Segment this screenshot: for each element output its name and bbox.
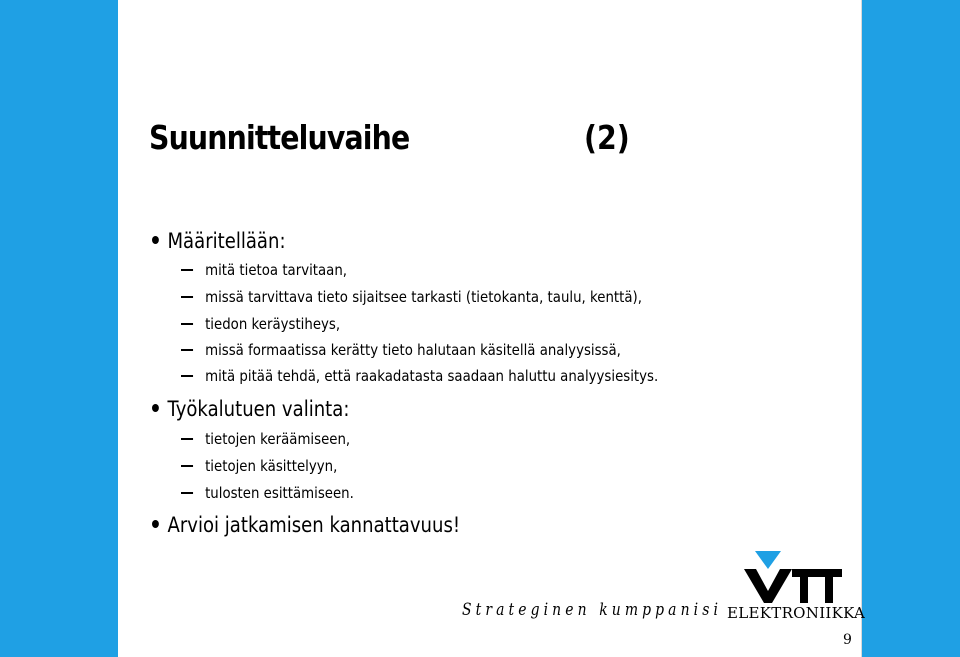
sub-item-text: tulosten esittämiseen. — [205, 484, 354, 502]
sub-item — [181, 341, 621, 359]
dash-icon — [181, 375, 193, 377]
sub-item-text: mitä tietoa tarvitaan, — [205, 261, 348, 279]
logo-subtitle: ELEKTRONIIKKA — [727, 604, 866, 622]
sub-item-text: missä formaatissa kerätty tieto halutaan käsitellä analyysissä, — [205, 341, 621, 359]
sub-item — [181, 367, 658, 385]
bullet-heading-text: Määritellään: — [167, 229, 286, 253]
sub-item-text: tietojen käsittelyyn, — [205, 457, 338, 475]
bullet-heading-text: Arvioi jatkamisen kannattavuus! — [167, 513, 461, 537]
logo-triangle-icon — [755, 551, 781, 569]
slide-title: Suunnitteluvaihe — [149, 118, 410, 157]
footer-tagline: Strateginen kumppanisi — [462, 600, 723, 620]
sub-item-text: mitä pitää tehdä, että raakadatasta saadaan haluttu analyysiesitys. — [205, 367, 659, 385]
dash-icon — [181, 438, 193, 440]
sub-item — [181, 261, 347, 279]
sub-item — [181, 457, 337, 475]
bullet-heading-defined — [152, 229, 286, 253]
bullet-heading-text: Työkalutuen valinta: — [167, 397, 350, 421]
bullet-heading-tools — [152, 397, 349, 421]
logo-letter-t1-stem — [800, 569, 808, 603]
dash-icon — [181, 323, 193, 325]
dash-icon — [181, 296, 193, 298]
logo-letter-v — [744, 569, 792, 603]
dash-icon — [181, 349, 193, 351]
dash-icon — [181, 492, 193, 494]
sub-item — [181, 484, 354, 502]
sub-item-text: missä tarvittava tieto sijaitsee tarkasti (tietokanta, taulu, kenttä), — [205, 288, 642, 306]
logo-letter-t2-stem — [825, 569, 833, 603]
bullet-heading-evaluate — [152, 513, 460, 537]
sub-item-text: tietojen keräämiseen, — [205, 430, 351, 448]
bullet-dot-icon — [152, 520, 159, 528]
bullet-dot-icon — [152, 404, 159, 412]
slide-title-number: (2) — [584, 118, 630, 157]
vtt-logo — [738, 547, 848, 607]
bullet-dot-icon — [152, 236, 159, 244]
left-blue-band — [0, 0, 118, 657]
page-number: 9 — [843, 632, 852, 648]
right-blue-band — [862, 0, 960, 657]
sub-item — [181, 315, 340, 333]
sub-item — [181, 430, 350, 448]
sub-item — [181, 288, 642, 306]
sub-item-text: tiedon keräystiheys, — [205, 315, 341, 333]
dash-icon — [181, 269, 193, 271]
dash-icon — [181, 465, 193, 467]
